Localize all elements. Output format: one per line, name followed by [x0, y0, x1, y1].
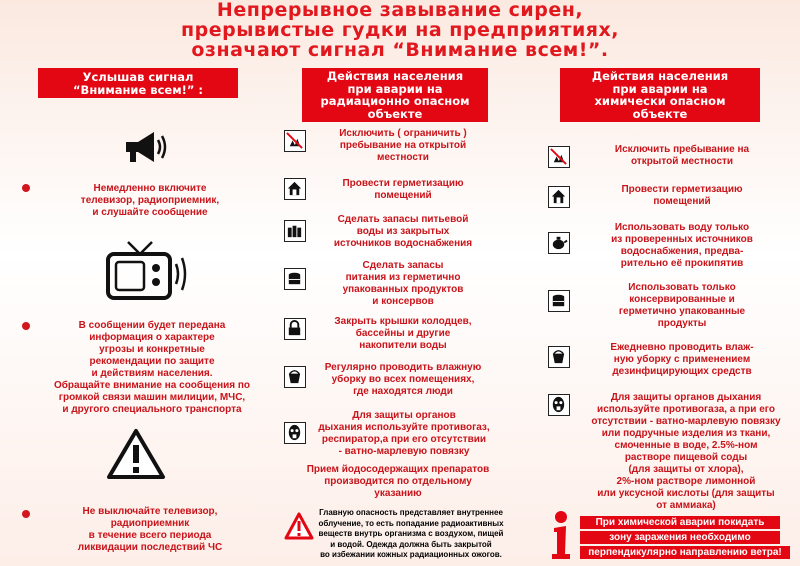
megaphone-icon: [118, 128, 168, 173]
col1-header: Услышав сигнал “Внимание всем!” :: [38, 68, 238, 98]
cans-icon: [548, 290, 570, 312]
no-outdoor-icon: [548, 146, 570, 168]
col3-item-6: Для защиты органов дыхания используйте противогаза, а при его отсутствии - ватно-марлевую повязку или подручные изделия из ткани, смоченные в воде, 2.5%-ном растворе пищевой соды (для защиты от хлора), 2%-ном растворе лимонной или уксусной кислоты (для защиты от аммиака): [591, 392, 781, 511]
house-icon: [284, 178, 306, 200]
gas-mask-icon: [284, 422, 306, 444]
col3-item-4: Использовать только консервированные и герметично упакованные продукты: [618, 282, 746, 329]
col1-item-2: В сообщении будет передана информация о характере угрозы и конкретные рекомендации по защите и действиям населения. Обращайте внимание на сообщения по громкой связи машин милиции, МЧС, и другого специального транспорта: [53, 320, 251, 415]
bucket-icon: [284, 366, 306, 388]
col2-item-2: Провести герметизацию помещений: [342, 178, 464, 201]
cans-icon: [284, 268, 306, 290]
bucket-icon: [548, 346, 570, 368]
teapot-icon: [548, 232, 570, 254]
bullet-dot: [22, 510, 30, 518]
title-line-2: прерывистые гудки на предприятиях,: [181, 19, 619, 41]
col2-item-8: Прием йодосодержащих препаратов производится по отдельному указанию: [306, 464, 490, 499]
col2-note: Главную опасность представляет внутреннее облучение, то есть попадание радиоактивных веществ внутрь организма с воздухом, пищей и водой. Одежда должна быть закрытой во избежании кожных радиационных ожогов.: [318, 508, 504, 559]
col3-item-3: Использовать воду только из проверенных источников водоснабжения, предва- рительно её прокипятив: [611, 222, 753, 269]
title-line-3: означают сигнал “Внимание всем!”.: [191, 39, 609, 61]
title-line-1: Непрерывное завывание сирен,: [216, 0, 584, 21]
col3-item-5: Ежедневно проводить влаж- ную уборку с применением дезинфицирующих средств: [610, 342, 754, 377]
gas-mask-icon: [548, 394, 570, 416]
info-icon: [548, 510, 574, 565]
tv-icon: [100, 240, 190, 309]
col2-item-6: Регулярно проводить влажную уборку во всех помещениях, где находятся люди: [324, 362, 482, 397]
col1-item-1: Немедленно включите телевизор, радиоприемник, и слушайте сообщение: [80, 183, 220, 218]
no-outdoor-icon: [284, 130, 306, 152]
col3-item-1: Исключить пребывание на открытой местности: [614, 144, 750, 167]
col3-bottom-line-1: При химической аварии покидать: [580, 516, 780, 529]
col3-item-2: Провести герметизацию помещений: [621, 184, 743, 207]
col2-header: Действия населения при аварии на радиационно опасном объекте: [302, 68, 488, 122]
col2-item-4: Сделать запасы питания из герметично упакованных продуктов и консервов: [342, 260, 464, 307]
bullet-dot: [22, 322, 30, 330]
col3-bottom-line-3: перпендикулярно направлению ветра!: [580, 546, 790, 559]
col2-item-3: Сделать запасы питьевой воды из закрытых источников водоснабжения: [333, 214, 473, 249]
col3-header: Действия населения при аварии на химически опасном объекте: [560, 68, 760, 122]
warning-icon: [284, 512, 314, 545]
col2-item-7: Для защиты органов дыхания используйте противогаз, респиратор,а при его отсутствии - ватно-марлевую повязку: [318, 410, 490, 457]
col2-item-1: Исключить ( ограничить ) пребывание на открытой местности: [339, 128, 467, 163]
warning-icon: [106, 428, 166, 485]
lock-icon: [284, 318, 306, 340]
col3-bottom-line-2: зону заражения необходимо: [580, 531, 780, 544]
house-icon: [548, 186, 570, 208]
poster-title: [0, 0, 800, 60]
col1-item-3: Не выключайте телевизор, радиоприемник в течение всего периода ликвидации последствий ЧС: [77, 506, 223, 553]
bullet-dot: [22, 184, 30, 192]
col2-item-5: Закрыть крышки колодцев, бассейны и другие накопители воды: [334, 316, 472, 351]
bottles-icon: [284, 220, 306, 242]
